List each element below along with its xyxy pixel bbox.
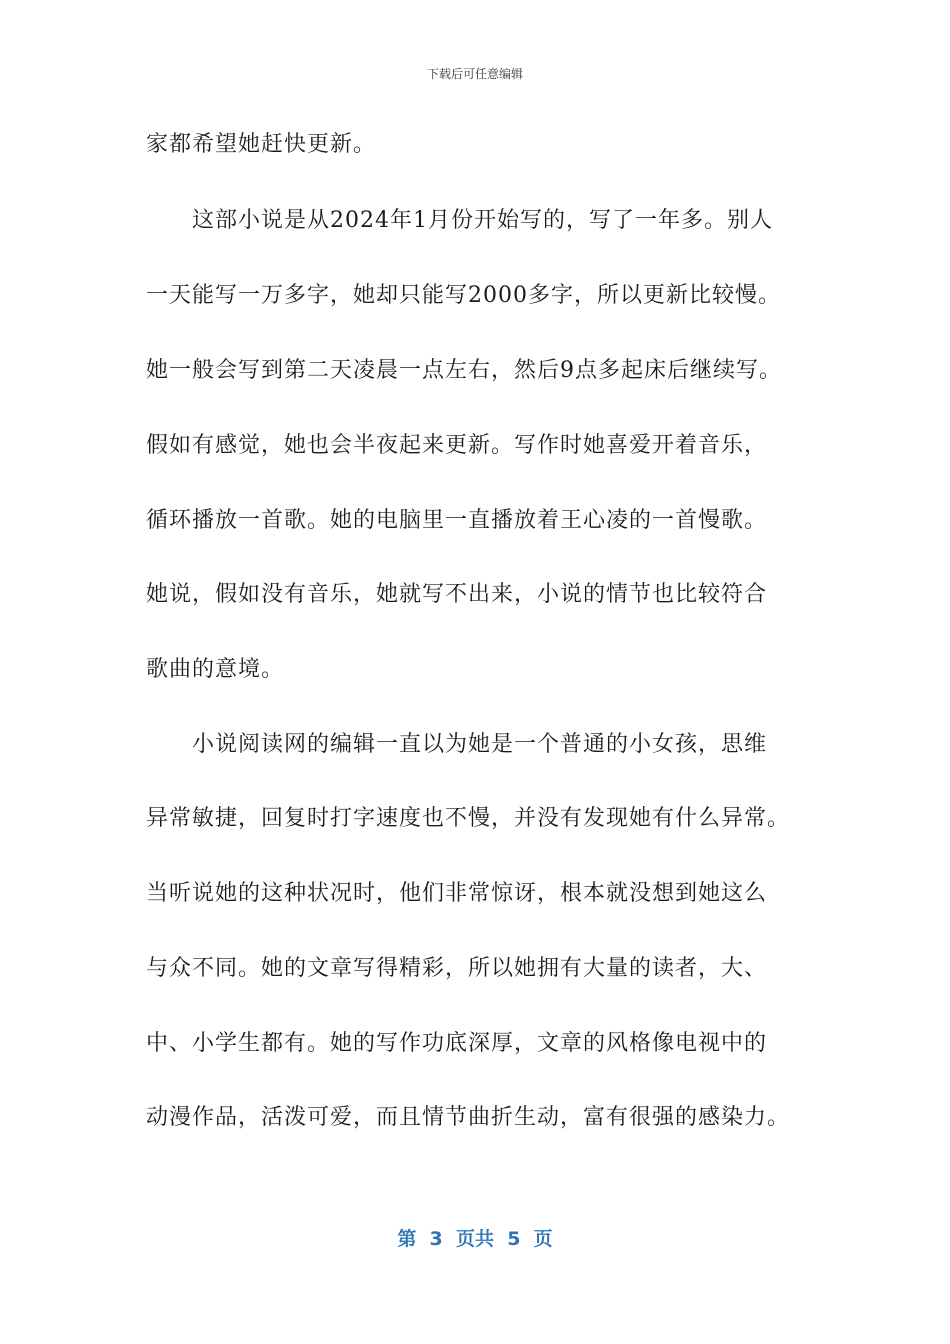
text-line: 她说，假如没有音乐，她就写不出来，小说的情节也比较符合 [146, 582, 768, 607]
text-line: 循环播放一首歌。她的电脑里一直播放着王心凌的一首慢歌。 [146, 508, 768, 533]
page-number-footer: 第 3 页共 5 页 [397, 1228, 553, 1250]
text-line: 异常敏捷，回复时打字速度也不慢，并没有发现她有什么异常。 [146, 806, 791, 831]
text-line: 这部小说是从2024年1月份开始写的，写了一年多。别人 [192, 208, 773, 233]
text-line: 小说阅读网的编辑一直以为她是一个普通的小女孩，思维 [192, 732, 768, 757]
text-line: 一天能写一万多字，她却只能写2000多字，所以更新比较慢。 [146, 283, 781, 308]
text-line: 中、小学生都有。她的写作功底深厚，文章的风格像电视中的 [146, 1031, 768, 1056]
text-line: 家都希望她赶快更新。 [146, 132, 377, 157]
text-line: 歌曲的意境。 [146, 657, 285, 682]
text-line: 动漫作品，活泼可爱，而且情节曲折生动，富有很强的感染力。 [146, 1105, 791, 1130]
text-line: 假如有感觉，她也会半夜起来更新。写作时她喜爱开着音乐， [146, 433, 768, 458]
text-line: 与众不同。她的文章写得精彩，所以她拥有大量的读者，大、 [146, 956, 768, 981]
text-line: 她一般会写到第二天凌晨一点左右，然后9点多起床后继续写。 [146, 358, 782, 383]
page-header: 下载后可任意编辑 [426, 67, 523, 81]
text-line: 当听说她的这种状况时，他们非常惊讶，根本就没想到她这么 [146, 881, 768, 906]
